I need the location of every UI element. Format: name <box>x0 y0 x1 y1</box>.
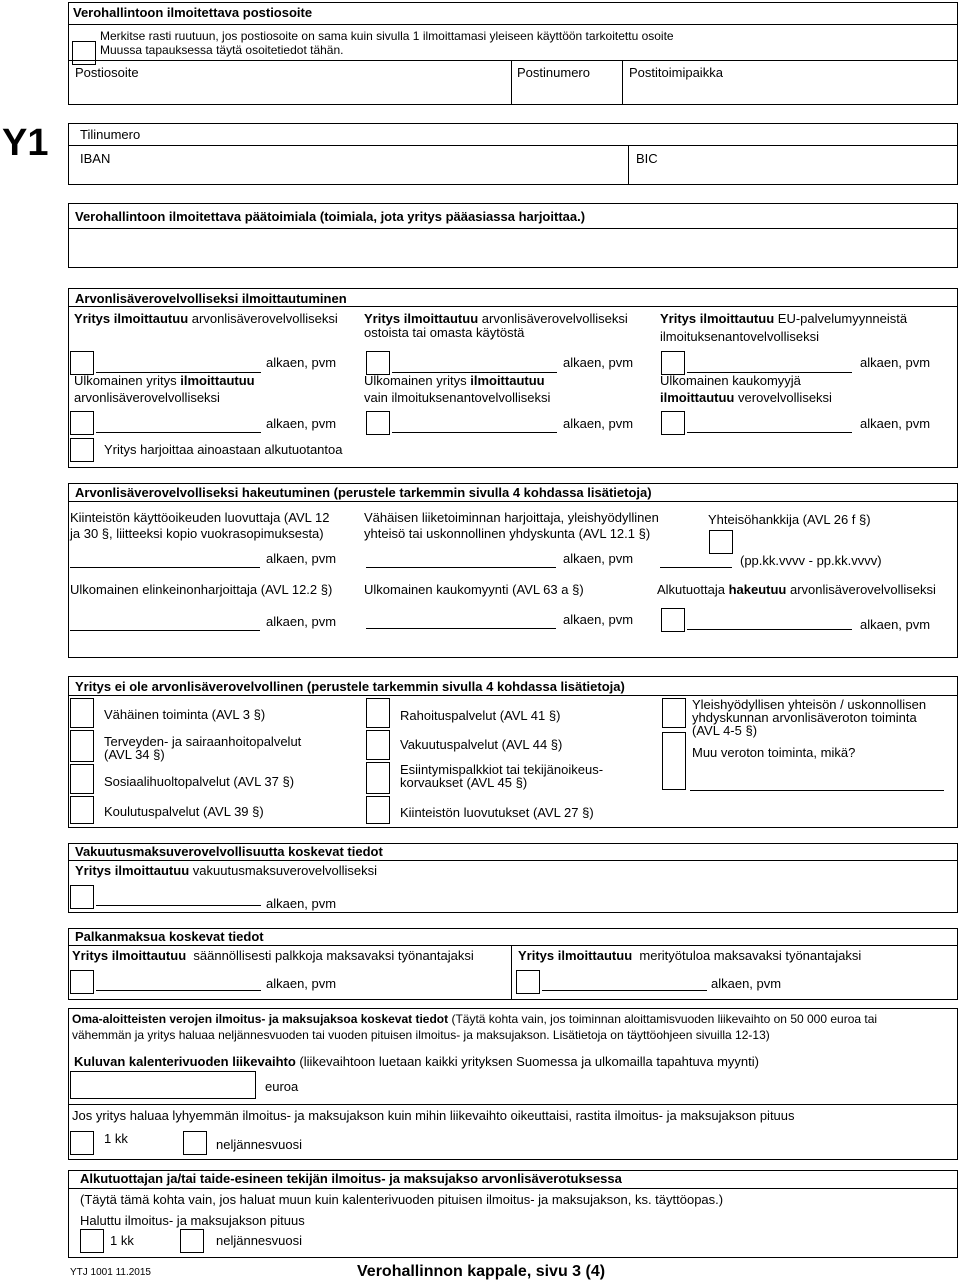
primary-production-only-label: Yritys harjoittaa ainoastaan alkutuotantoa <box>104 442 343 457</box>
turnover-field[interactable] <box>70 1071 256 1099</box>
vatreg-foreign1-label: Ulkomainen yritys ilmoittautuu <box>74 373 255 388</box>
vatreg-eu-services-checkbox[interactable] <box>661 351 685 375</box>
vatapply-minor-business-label: Vähäisen liiketoiminnan harjoittaja, yleishyödyllinen <box>364 510 659 525</box>
performance-fees-label-line2: korvaukset (AVL 45 §) <box>400 775 528 790</box>
same-address-note: Merkitse rasti ruutuun, jos postiosoite on sama kuin sivulla 1 ilmoittamasi yleiseen käyttöön tarkoitettu osoite <box>100 29 674 43</box>
vatreg-col2-label: Yritys ilmoittautuu arvonlisäverovelvolliseksi <box>364 311 628 326</box>
postal-address-field[interactable] <box>70 84 510 102</box>
nonprofit-activity-label-line2: yhdyskunnan arvonlisäveroton toiminta <box>692 710 917 725</box>
insurance-tax-checkbox[interactable] <box>70 885 94 909</box>
property-transfers-label: Kiinteistön luovutukset (AVL 27 §) <box>400 805 594 820</box>
pp-one-month-checkbox[interactable] <box>80 1229 104 1253</box>
postal-address-label: Postiosoite <box>75 65 139 80</box>
vatreg-foreign3-checkbox[interactable] <box>661 411 685 435</box>
regular-employer-checkbox[interactable] <box>70 970 94 994</box>
minor-activity-checkbox[interactable] <box>70 698 94 728</box>
social-services-label: Sosiaalihuoltopalvelut (AVL 37 §) <box>104 774 295 789</box>
nonprofit-activity-label-line3: (AVL 4-5 §) <box>692 723 758 738</box>
self-assessed-note: vähemmän ja yritys haluaa neljännesvuoden tai vuoden pituisen ilmoitus- ja maksujakson. Lisätietoja on täyttöohjeen sivuilla 12-13) <box>72 1028 770 1042</box>
vatreg-general-checkbox[interactable] <box>70 351 94 375</box>
shorter-period-label: Jos yritys haluaa lyhyemmän ilmoitus- ja maksujakson kuin mihin liikevaihto oikeuttaisi, rastita ilmoitus- ja maksujakson pituus <box>72 1108 795 1123</box>
vatreg-col3-label: Yritys ilmoittautuu EU-palvelumyynneistä <box>660 311 908 326</box>
performance-fees-label: Esiintymispalkkiot tai tekijänoikeus- <box>400 762 604 777</box>
health-services-label-line2: (AVL 34 §) <box>104 747 165 762</box>
financial-services-checkbox[interactable] <box>366 698 390 728</box>
same-address-checkbox[interactable] <box>72 41 96 65</box>
vatapply-primary-producer-label: Alkutuottaja hakeutuu arvonlisäverovelvolliseksi <box>657 582 936 597</box>
vatapply-minor-business-label-line2: yhteisö tai uskonnollinen yhdyskunta (AVL 12.1 §) <box>364 526 651 541</box>
form-code-y1: Y1 <box>2 122 49 164</box>
postal-section-title: Verohallintoon ilmoitettava postiosoite <box>73 5 313 20</box>
vatapply-community-acquirer-checkbox[interactable] <box>709 530 733 554</box>
property-transfers-checkbox[interactable] <box>366 796 390 824</box>
bic-label: BIC <box>636 151 658 166</box>
vatreg-general-date-label: alkaen, pvm <box>266 355 337 370</box>
education-services-checkbox[interactable] <box>70 796 94 824</box>
industry-field[interactable] <box>70 231 954 264</box>
minor-activity-label: Vähäinen toiminta (AVL 3 §) <box>104 707 266 722</box>
industry-section-title: Verohallintoon ilmoitettava päätoimiala (toimiala, jota yritys pääasiassa harjoittaa.) <box>75 209 586 224</box>
vatapply-foreign-trader-label: Ulkomainen elinkeinonharjoittaja (AVL 12.2 §) <box>70 582 333 597</box>
seafarer-employer-label: Yritys ilmoittautuu merityötuloa maksavaksi työnantajaksi <box>518 948 862 963</box>
financial-services-label: Rahoituspalvelut (AVL 41 §) <box>400 708 561 723</box>
vatreg-purchases-checkbox[interactable] <box>366 351 390 375</box>
quarter-label: neljännesvuosi <box>216 1137 303 1152</box>
desired-period-label: Haluttu ilmoitus- ja maksujakson pituus <box>80 1213 305 1228</box>
iban-label: IBAN <box>80 151 111 166</box>
vatreg-foreign2-label: Ulkomainen yritys ilmoittautuu <box>364 373 545 388</box>
nonprofit-activity-label: Yleishyödyllisen yhteisön / uskonnollisen <box>692 697 927 712</box>
vatreg-purchases-date-label: alkaen, pvm <box>563 355 634 370</box>
quarter-checkbox[interactable] <box>183 1131 207 1155</box>
vatreg-foreign1-date-label: alkaen, pvm <box>266 416 337 431</box>
vatreg-foreign3-label-line2: ilmoittautuu verovelvolliseksi <box>660 390 832 405</box>
postal-code-field[interactable] <box>513 84 621 102</box>
iban-field[interactable] <box>120 148 625 180</box>
primary-producer-period-title: Alkutuottajan ja/tai taide-esineen tekijän ilmoitus- ja maksujakso arvonlisäverotuksessa <box>80 1171 622 1186</box>
pp-quarter-label: neljännesvuosi <box>216 1233 303 1248</box>
bic-field[interactable] <box>665 148 953 180</box>
vatreg-foreign3-date-label: alkaen, pvm <box>860 416 931 431</box>
vatreg-foreign1-label-line2: arvonlisäverovelvolliseksi <box>74 390 220 405</box>
vatreg-col2-label-line2: ostoista tai omasta käytöstä <box>364 325 525 340</box>
vatreg-eu-services-date-label: alkaen, pvm <box>860 355 931 370</box>
fill-address-note: Muussa tapauksessa täytä osoitetiedot tähän. <box>100 43 344 57</box>
turnover-label: Kuluvan kalenterivuoden liikevaihto (liikevaihtoon luetaan kaikki yrityksen Suomessa ja ulkomailla tapahtuva myynti) <box>74 1054 759 1069</box>
vatapply-minor-business-date-label: alkaen, pvm <box>563 551 634 566</box>
one-month-checkbox[interactable] <box>70 1131 94 1155</box>
regular-employer-date-label: alkaen, pvm <box>266 976 337 991</box>
vat-application-title: Arvonlisäverovelvolliseksi hakeutuminen (perustele tarkemmin sivulla 4 kohdassa lisätietoja) <box>75 485 652 500</box>
account-section-title: Tilinumero <box>80 127 141 142</box>
vatapply-primary-producer-date-label: alkaen, pvm <box>860 617 931 632</box>
postal-code-label: Postinumero <box>517 65 590 80</box>
vatapply-primary-producer-checkbox[interactable] <box>661 608 685 632</box>
vatapply-property-date-label: alkaen, pvm <box>266 551 337 566</box>
seafarer-employer-date-label: alkaen, pvm <box>711 976 782 991</box>
other-exempt-checkbox[interactable] <box>662 732 686 790</box>
insurance-tax-label: Yritys ilmoittautuu vakuutusmaksuverovelvolliseksi <box>75 863 378 878</box>
postal-city-label: Postitoimipaikka <box>629 65 723 80</box>
form-code: YTJ 1001 11.2015 <box>70 1267 151 1278</box>
regular-employer-label: Yritys ilmoittautuu säännöllisesti palkkoja maksavaksi työnantajaksi <box>72 948 474 963</box>
other-exempt-label: Muu veroton toiminta, mikä? <box>692 745 856 760</box>
seafarer-employer-checkbox[interactable] <box>516 970 540 994</box>
postal-city-field[interactable] <box>624 84 954 102</box>
health-services-checkbox[interactable] <box>70 730 94 762</box>
primary-producer-period-note: (Täytä tämä kohta vain, jos haluat muun kuin kalenterivuoden pituisen ilmoitus- ja maksujakson, ks. täyttöopas.) <box>80 1192 724 1207</box>
vatapply-property-label-line2: ja 30 §, liitteeksi kopio vuokrasopimuksesta) <box>70 526 324 541</box>
insurance-tax-date-label: alkaen, pvm <box>266 896 337 911</box>
vatapply-community-acquirer-label: Yhteisöhankkija (AVL 26 f §) <box>708 512 871 527</box>
vatreg-foreign2-label-line2: vain ilmoituksenantovelvolliseksi <box>364 390 551 405</box>
vatapply-period-format: (pp.kk.vvvv - pp.kk.vvvv) <box>740 553 882 568</box>
vatapply-distance-selling-date-label: alkaen, pvm <box>563 612 634 627</box>
primary-production-only-checkbox[interactable] <box>70 438 94 462</box>
education-services-label: Koulutuspalvelut (AVL 39 §) <box>104 804 264 819</box>
self-assessed-title: Oma-aloitteisten verojen ilmoitus- ja maksujaksoa koskevat tiedot (Täytä kohta vain, jos toiminnan aloittamisvuoden liikevaihto on 50 000 euroa tai <box>72 1012 878 1026</box>
payroll-title: Palkanmaksua koskevat tiedot <box>75 929 264 944</box>
vatreg-col1-label: Yritys ilmoittautuu arvonlisäverovelvolliseksi <box>74 311 338 326</box>
insurance-services-label: Vakuutuspalvelut (AVL 44 §) <box>400 737 563 752</box>
vatapply-property-label: Kiinteistön käyttöoikeuden luovuttaja (AVL 12 <box>70 510 330 525</box>
one-month-label: 1 kk <box>104 1131 128 1146</box>
insurance-tax-title: Vakuutusmaksuverovelvollisuutta koskevat tiedot <box>75 844 383 859</box>
vat-registration-title: Arvonlisäverovelvolliseksi ilmoittautuminen <box>75 291 347 306</box>
insurance-services-checkbox[interactable] <box>366 730 390 760</box>
pp-one-month-label: 1 kk <box>110 1233 134 1248</box>
not-vat-liable-title: Yritys ei ole arvonlisäverovelvollinen (perustele tarkemmin sivulla 4 kohdassa lisätietoja) <box>75 679 625 694</box>
performance-fees-checkbox[interactable] <box>366 762 390 794</box>
nonprofit-activity-checkbox[interactable] <box>662 698 686 728</box>
vatapply-foreign-trader-date-label: alkaen, pvm <box>266 614 337 629</box>
vatapply-distance-selling-label: Ulkomainen kaukomyynti (AVL 63 a §) <box>364 582 584 597</box>
other-exempt-field[interactable] <box>690 766 944 788</box>
vatreg-foreign3-label: Ulkomainen kaukomyyjä <box>660 373 801 388</box>
vatreg-foreign1-checkbox[interactable] <box>70 411 94 435</box>
social-services-checkbox[interactable] <box>70 764 94 794</box>
pp-quarter-checkbox[interactable] <box>180 1229 204 1253</box>
turnover-unit: euroa <box>265 1079 299 1094</box>
vatreg-foreign2-checkbox[interactable] <box>366 411 390 435</box>
page-footer-title: Verohallinnon kappale, sivu 3 (4) <box>357 1263 606 1280</box>
vatreg-foreign2-date-label: alkaen, pvm <box>563 416 634 431</box>
vatreg-col3-label-line2: ilmoituksenantovelvolliseksi <box>660 329 819 344</box>
health-services-label: Terveyden- ja sairaanhoitopalvelut <box>104 734 302 749</box>
